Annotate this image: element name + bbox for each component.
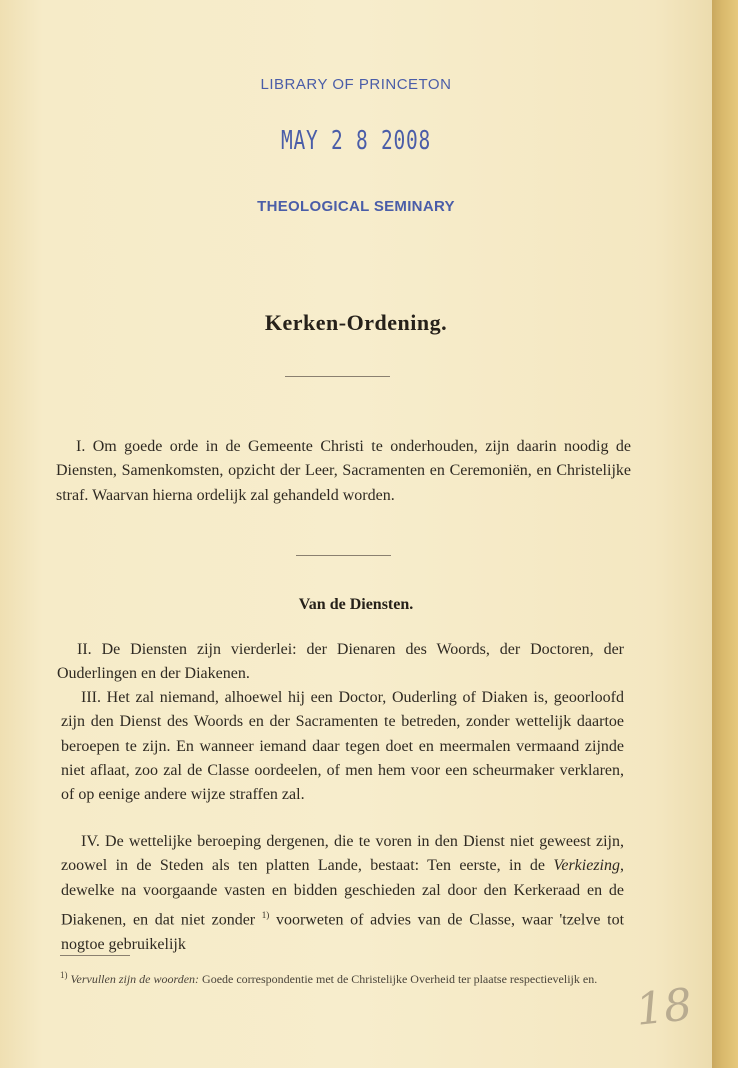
pencil-annotation: 18: [633, 979, 695, 1036]
library-stamp-line: LIBRARY OF PRINCETON: [260, 76, 452, 93]
article-paragraph: [57, 638, 624, 687]
article-text: IV. De wettelijke beroeping dergenen, die te voren in den Dienst niet geweest zijn, zoowel in de Steden als ten platten Lande, bestaat: Ten eerste, in de: [61, 833, 624, 875]
divider: [285, 376, 390, 377]
page-edge: [712, 0, 738, 1068]
emphasis-text: Verkiezing: [553, 857, 620, 875]
article-text: , dewelke na voorgaande vasten en bidden geschieden zal door den Kerkeraad en de Diakenen, en dat niet zonder: [61, 857, 624, 929]
footnote-reference: 1): [261, 909, 270, 920]
article-text: voorweten of advies van de Classe, waar 'tzelve tot nogtoe gebruikelijk: [61, 911, 625, 953]
article-paragraph: [56, 435, 631, 508]
footnote-text: Goede correspondentie met de Christelijke Overheid ter plaatse respectievelijk en.: [199, 972, 598, 986]
library-stamp-date: MAY 2 8 2008: [281, 126, 431, 156]
library-stamp-line-seminary: THEOLOGICAL SEMINARY: [257, 198, 455, 215]
footnote-divider: [60, 955, 130, 956]
footnote-marker: 1): [60, 970, 68, 980]
article-text: III. Het zal niemand, alhoewel hij een Doctor, Ouderling of Diaken is, geoorloofd zijn den Dienst des Woords en der Sacramenten te betreden, zonder wettelijk daartoe beroepen te zijn. En wanneer iemand daar tegen doet en meermalen vermaand zijnde niet aflaat, zoo zal de Classe oordeelen, of men hem voor een scheurmaker verklaren, of op eenige andere wijze straffen zal.: [61, 689, 624, 804]
footnote: [60, 966, 630, 988]
article-paragraph: [61, 830, 624, 957]
page-title: Kerken-Ordening.: [264, 310, 448, 335]
section-heading: Van de Diensten.: [298, 596, 414, 613]
article-text: II. De Diensten zijn vierderlei: der Dienaren des Woords, der Doctoren, der Ouderlingen en der Diakenen.: [57, 641, 624, 683]
article-text: I. Om goede orde in de Gemeente Christi te onderhouden, zijn daarin noodig de Diensten, Samenkomsten, opzicht der Leer, Sacramenten en Ceremoniën, en Christelijke straf. Waarvan hierna ordelijk zal gehandeld worden.: [56, 438, 631, 504]
footnote-emphasis: Vervullen zijn de woorden:: [70, 972, 200, 986]
divider: [296, 555, 391, 556]
article-paragraph: [61, 686, 624, 807]
